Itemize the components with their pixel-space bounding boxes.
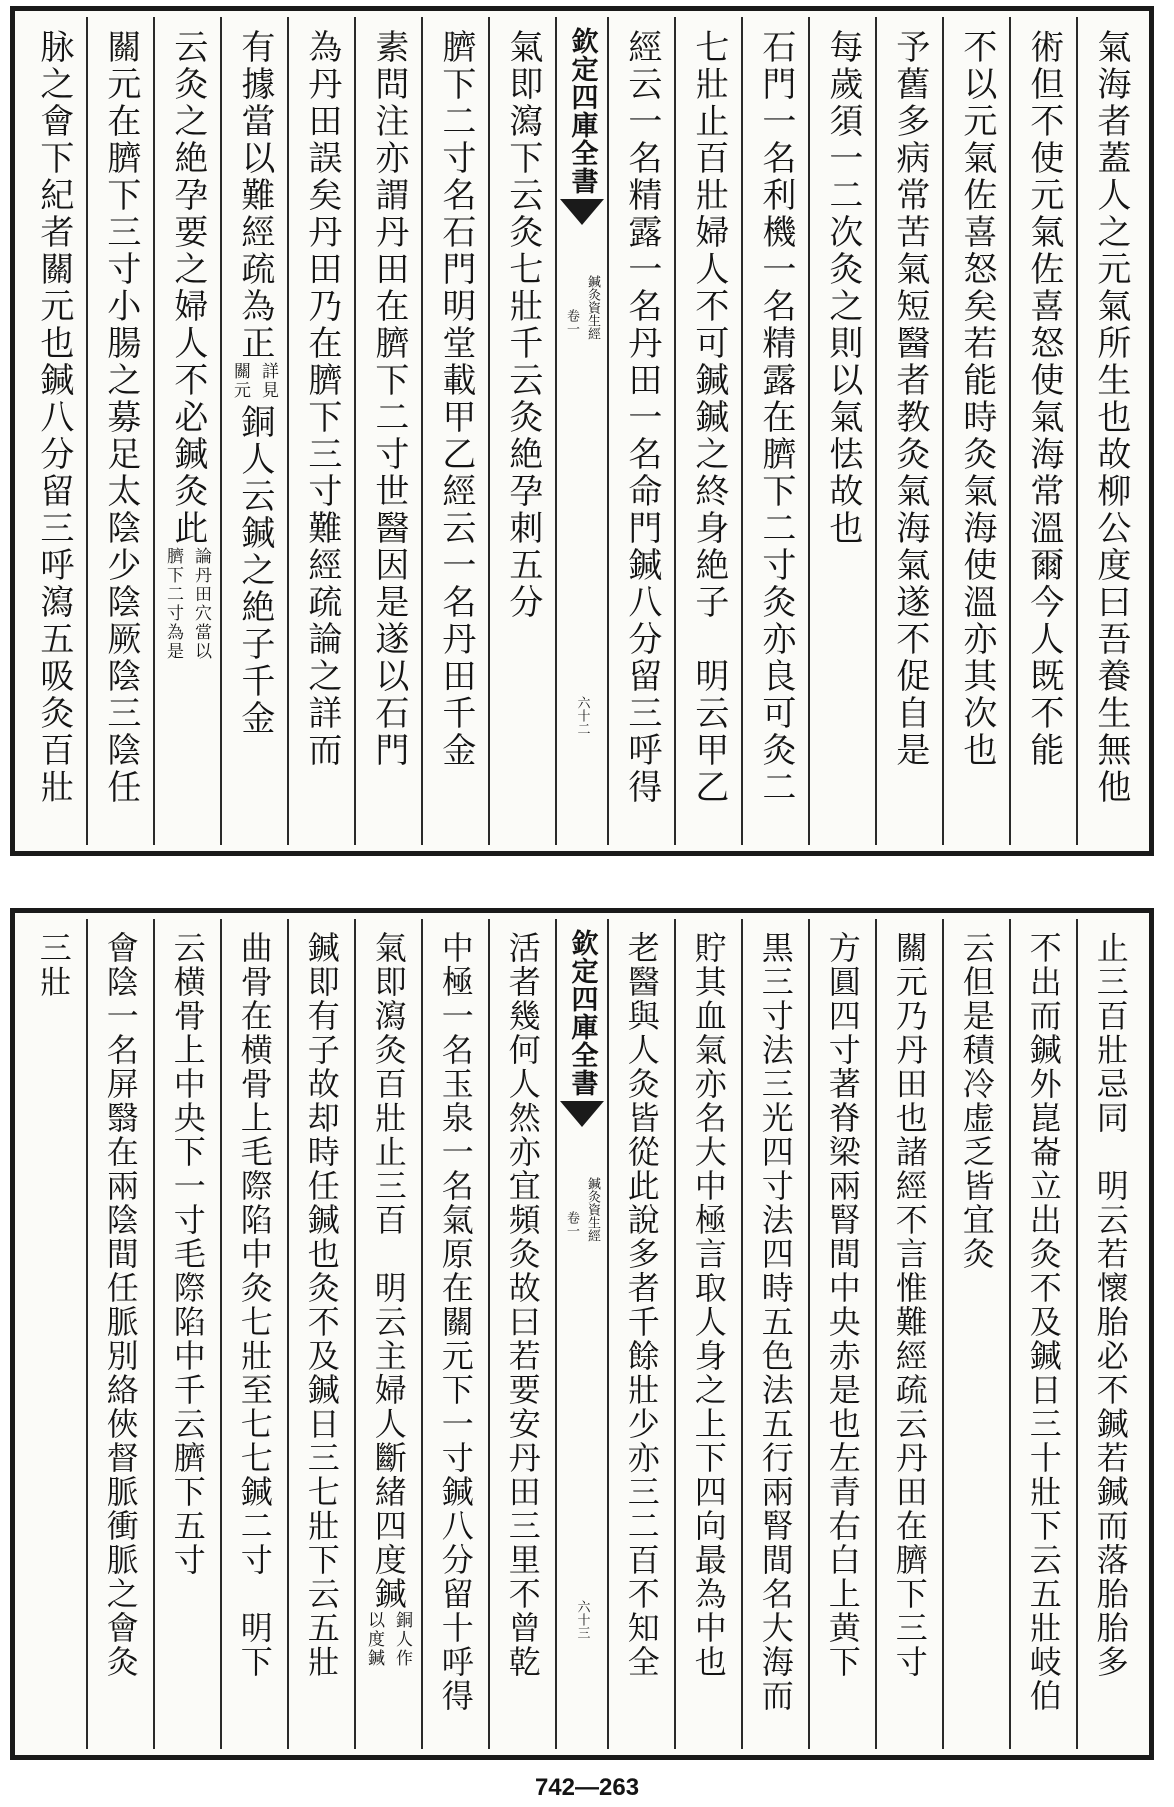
text-line: 不出而鍼外崑崙立出灸不及鍼日三十壯下云五壯岐伯 (1024, 931, 1063, 1713)
bottom-text-column (488, 919, 555, 1749)
bottom-text-column (86, 919, 153, 1749)
bottom-text-columns (21, 919, 1143, 1749)
top-text-column (1009, 17, 1076, 845)
text-line: 云但是積冷虚乏皆宜灸 (957, 931, 996, 1271)
text-line: 臍下二寸名石門明堂載甲乙經云一名丹田千金 (435, 29, 476, 769)
text-line: 氣即瀉灸百壯止三百 明云主婦人斷緒四度鍼 (369, 931, 408, 1611)
top-text-columns (21, 17, 1143, 845)
text-line: 貯其血氣亦名大中極言取人身之上下四向最為中也 (689, 931, 728, 1679)
text-line: 中極一名玉泉一名氣原在關元下一寸鍼八分留十呼得 (436, 931, 475, 1713)
bottom-text-column (220, 919, 287, 1749)
text-line: 有據當以難經疏為正 (234, 29, 275, 362)
text-line: 老醫與人灸皆從此說多者千餘壯少亦三二百不知全 (622, 931, 661, 1679)
top-text-column (1076, 17, 1143, 845)
text-line: 石門一名利機一名精露在臍下二寸灸亦良可灸二 (755, 29, 796, 806)
text-line: 經云一名精露一名丹田一名命門鍼八分留三呼得 (621, 29, 662, 806)
text-line: 三壯 (34, 931, 73, 999)
text-line: 云横骨上中央下一寸毛際陷中千云臍下五寸 (168, 931, 207, 1577)
center-fold (555, 919, 607, 1749)
bottom-text-column (808, 919, 875, 1749)
annotation-note-right: 詳見 (258, 362, 278, 400)
top-text-column (808, 17, 875, 845)
annotation-note-left: 關元 (230, 362, 250, 400)
top-text-column (674, 17, 741, 845)
bottom-text-column (1009, 919, 1076, 1749)
text-line: 每歲須一二次灸之則以氣怯故也 (822, 29, 863, 547)
folio-number: 六十三 (574, 1600, 590, 1639)
annotation-note (161, 547, 214, 661)
bottom-text-column (741, 919, 808, 1749)
book-title: 鍼灸資生經 (585, 1177, 600, 1242)
text-line-continuation: 銅人云鍼之絶子千金 (234, 404, 275, 737)
annotation-note-right: 銅人作 (392, 1611, 412, 1668)
text-line: 云灸之絶孕要之婦人不必鍼灸此 (167, 29, 208, 547)
text-line: 脉之會下紀者關元也鍼八分留三呼瀉五吸灸百壯 (33, 29, 74, 806)
fishtail-mark-icon (560, 199, 604, 225)
text-line: 七壯止百壯婦人不可鍼鍼之終身絶子 明云甲乙 (688, 29, 729, 806)
top-text-column (220, 17, 287, 845)
top-text-column (21, 17, 86, 845)
text-line: 氣海者蓋人之元氣所生也故柳公度曰吾養生無他 (1090, 29, 1131, 806)
library-title: 欽定四庫全書 (566, 27, 598, 195)
text-line: 不以元氣佐喜怒矣若能時灸氣海使溫亦其次也 (956, 29, 997, 769)
bottom-text-column (354, 919, 421, 1749)
text-line: 曲骨在横骨上毛際陷中灸七壯至七七鍼二寸 明下 (235, 931, 274, 1679)
top-text-column (875, 17, 942, 845)
top-text-column (488, 17, 555, 845)
library-title: 欽定四庫全書 (566, 929, 598, 1097)
text-line: 術但不使元氣佐喜怒使氣海常溫爾今人既不能 (1023, 29, 1064, 769)
text-line: 止三百壯忌同 明云若懷胎必不鍼若鍼而落胎胎多 (1091, 931, 1130, 1679)
annotation-note (362, 1611, 415, 1668)
bottom-text-column (153, 919, 220, 1749)
top-text-column (741, 17, 808, 845)
top-text-column (421, 17, 488, 845)
bottom-text-column (875, 919, 942, 1749)
text-line: 黒三寸法三光四寸法四時五色法五行兩腎間名大海而 (756, 931, 795, 1713)
text-line: 關元在臍下三寸小腸之募足太陰少陰厥陰三陰任 (100, 29, 141, 806)
book-meta (562, 275, 602, 340)
top-text-column (607, 17, 674, 845)
top-text-column (287, 17, 354, 845)
book-meta (562, 1177, 602, 1242)
text-line: 為丹田誤矣丹田乃在臍下三寸難經疏論之詳而 (301, 29, 342, 769)
center-fold (555, 17, 607, 845)
bottom-text-column (287, 919, 354, 1749)
bottom-text-column (1076, 919, 1143, 1749)
bottom-text-column (21, 919, 86, 1749)
book-title: 鍼灸資生經 (585, 275, 600, 340)
text-line: 鍼即有子故却時任鍼也灸不及鍼日三七壯下云五壯 (302, 931, 341, 1679)
bottom-text-column (607, 919, 674, 1749)
top-page (10, 6, 1154, 856)
annotation-note-right: 論丹田穴當以 (191, 547, 211, 661)
bottom-text-column (674, 919, 741, 1749)
text-line: 關元乃丹田也諸經不言惟難經疏云丹田在臍下三寸 (890, 931, 929, 1679)
fishtail-mark-icon (560, 1101, 604, 1127)
top-text-column (153, 17, 220, 845)
annotation-note-left: 臍下二寸為是 (163, 547, 183, 661)
bottom-page (10, 908, 1154, 1760)
text-line: 活者幾何人然亦宜頻灸故曰若要安丹田三里不曾乾 (503, 931, 542, 1679)
text-line: 氣即瀉下云灸七壯千云灸絶孕刺五分 (502, 29, 543, 621)
bottom-text-column (942, 919, 1009, 1749)
annotation-note-left: 以度鍼 (364, 1611, 384, 1668)
text-line: 方圓四寸著脊梁兩腎間中央赤是也左青右白上黄下 (823, 931, 862, 1679)
bottom-text-column (421, 919, 488, 1749)
text-line: 素問注亦謂丹田在臍下二寸世醫因是遂以石門 (368, 29, 409, 769)
text-line: 予舊多病常苦氣短醫者教灸氣海氣遂不促自是 (889, 29, 930, 769)
page-number: 742—263 (534, 1774, 640, 1801)
top-text-column (86, 17, 153, 845)
volume-label: 卷一 (564, 1211, 579, 1237)
top-text-column (354, 17, 421, 845)
volume-label: 卷一 (564, 309, 579, 335)
folio-number: 六十二 (574, 696, 590, 735)
text-line: 會陰一名屏翳在兩陰間任脈別絡俠督脈衝脈之會灸 (101, 931, 140, 1679)
annotation-note (228, 362, 281, 400)
top-text-column (942, 17, 1009, 845)
